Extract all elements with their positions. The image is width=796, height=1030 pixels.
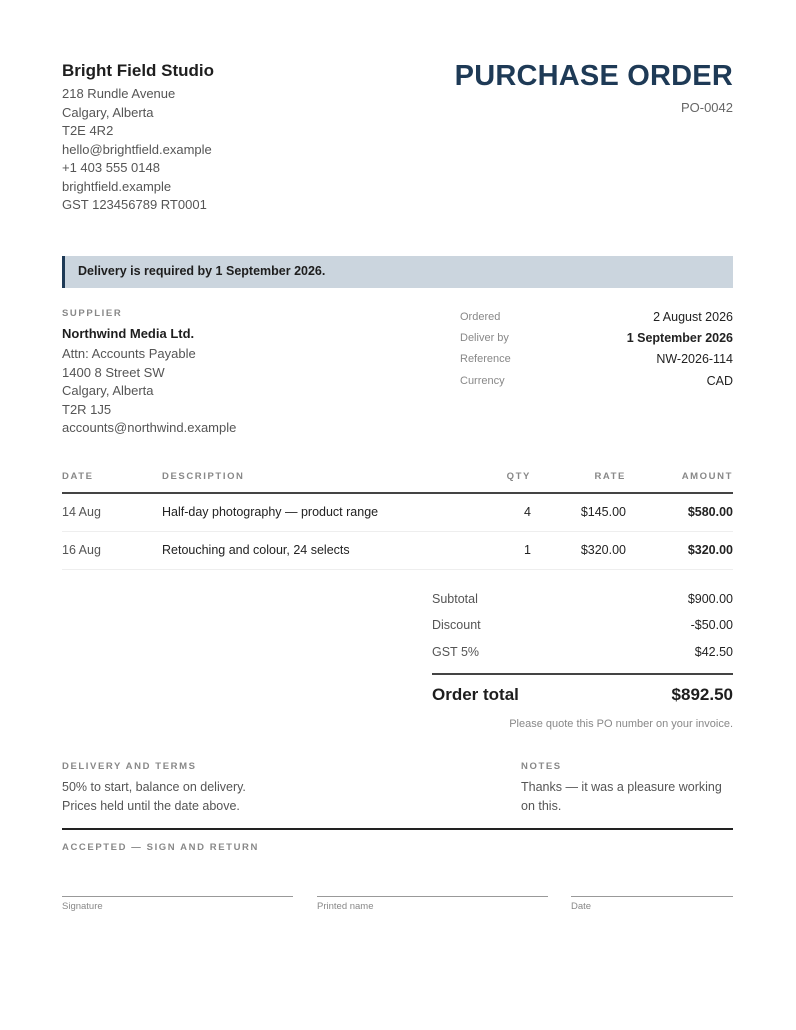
supplier-address-line: 1400 8 Street SW	[62, 364, 165, 380]
discount-label: Discount	[432, 618, 481, 633]
terms-line: Prices held until the date above.	[62, 798, 240, 813]
order-total-value: $892.50	[671, 684, 733, 704]
header-qty: QTY	[506, 471, 531, 482]
meta-row-deliver-by	[460, 327, 733, 348]
totals-divider	[432, 673, 733, 675]
supplier-address-line: T2R 1J5	[62, 401, 112, 417]
table-row	[62, 494, 733, 532]
company-address-line: Calgary, Alberta	[62, 104, 154, 120]
table-header	[62, 470, 733, 494]
meta-value: 1 September 2026	[626, 330, 733, 345]
meta-key: Ordered	[460, 310, 501, 323]
company-address-line: T2E 4R2	[62, 123, 114, 138]
row-qty: 4	[524, 505, 531, 519]
company-name: Bright Field Studio	[62, 61, 215, 80]
header-rate: RATE	[594, 471, 626, 482]
company-phone: +1 403 555 0148	[62, 160, 160, 175]
supplier-address	[62, 345, 236, 438]
date-caption: Date	[571, 901, 592, 912]
date-line[interactable]	[571, 896, 733, 912]
acceptance-label: ACCEPTED — SIGN AND RETURN	[62, 842, 259, 853]
notes-label: NOTES	[521, 761, 562, 772]
meta-row-reference	[460, 349, 733, 370]
supplier-email: accounts@northwind.example	[62, 420, 237, 435]
supplier-address-line: Calgary, Alberta	[62, 383, 154, 398]
meta-key: Reference	[460, 353, 511, 366]
supplier-name: Northwind Media Ltd.	[62, 326, 195, 341]
row-qty: 1	[524, 543, 531, 557]
delivery-banner	[62, 256, 733, 288]
meta-value: NW-2026-114	[656, 352, 733, 367]
header-date: DATE	[62, 471, 94, 482]
quote-po-note: Please quote this PO number on your invoice.	[509, 718, 733, 730]
notes-text: Thanks — it was a pleasure working on this.	[521, 780, 722, 813]
delivery-banner-text: Delivery is required by 1 September 2026.	[78, 264, 326, 278]
subtotal-value: $900.00	[687, 592, 733, 607]
discount-row	[432, 612, 733, 638]
meta-key: Deliver by	[460, 331, 509, 344]
document-title: PURCHASE ORDER	[454, 60, 733, 92]
tax-row	[432, 639, 733, 665]
table-row	[62, 532, 733, 570]
subtotal-label: Subtotal	[432, 592, 478, 607]
line-items-table	[62, 470, 733, 570]
terms-label: DELIVERY AND TERMS	[62, 761, 197, 772]
order-total-label: Order total	[432, 684, 519, 704]
header-amount: AMOUNT	[681, 471, 733, 482]
row-description: Retouching and colour, 24 selects	[162, 543, 350, 557]
company-website: brightfield.example	[62, 178, 172, 194]
company-address-line: 218 Rundle Avenue	[62, 86, 176, 101]
company-email: hello@brightfield.example	[62, 141, 212, 157]
printed-name-line[interactable]	[317, 896, 548, 912]
tax-value: $42.50	[694, 644, 733, 659]
row-date: 14 Aug	[62, 505, 101, 519]
signature-caption: Signature	[62, 901, 103, 912]
totals-block	[432, 586, 733, 705]
company-address	[62, 85, 212, 215]
tax-label: GST 5%	[432, 644, 480, 659]
row-rate: $320.00	[580, 543, 626, 557]
order-meta	[460, 306, 733, 391]
discount-value: -$50.00	[690, 618, 733, 633]
meta-key: Currency	[460, 374, 505, 387]
header-description: DESCRIPTION	[162, 471, 245, 482]
meta-row-ordered	[460, 306, 733, 327]
acceptance-divider	[62, 828, 733, 830]
subtotal-row	[432, 586, 733, 612]
row-amount: $320.00	[687, 543, 733, 557]
row-description: Half-day photography — product range	[162, 505, 379, 519]
supplier-address-line: Attn: Accounts Payable	[62, 346, 196, 361]
terms-text	[62, 778, 246, 815]
meta-value: CAD	[706, 373, 733, 388]
signature-line[interactable]	[62, 896, 293, 912]
order-total-row	[432, 685, 733, 705]
supplier-label: SUPPLIER	[62, 308, 123, 319]
row-rate: $145.00	[580, 505, 626, 519]
row-date: 16 Aug	[62, 543, 101, 557]
company-gst-number: GST 123456789 RT0001	[62, 197, 207, 212]
row-amount: $580.00	[687, 505, 733, 519]
meta-value: 2 August 2026	[653, 309, 733, 324]
printed-name-caption: Printed name	[317, 901, 374, 912]
terms-line: 50% to start, balance on delivery.	[62, 780, 246, 794]
meta-row-currency	[460, 370, 733, 391]
po-number: PO-0042	[680, 100, 733, 115]
